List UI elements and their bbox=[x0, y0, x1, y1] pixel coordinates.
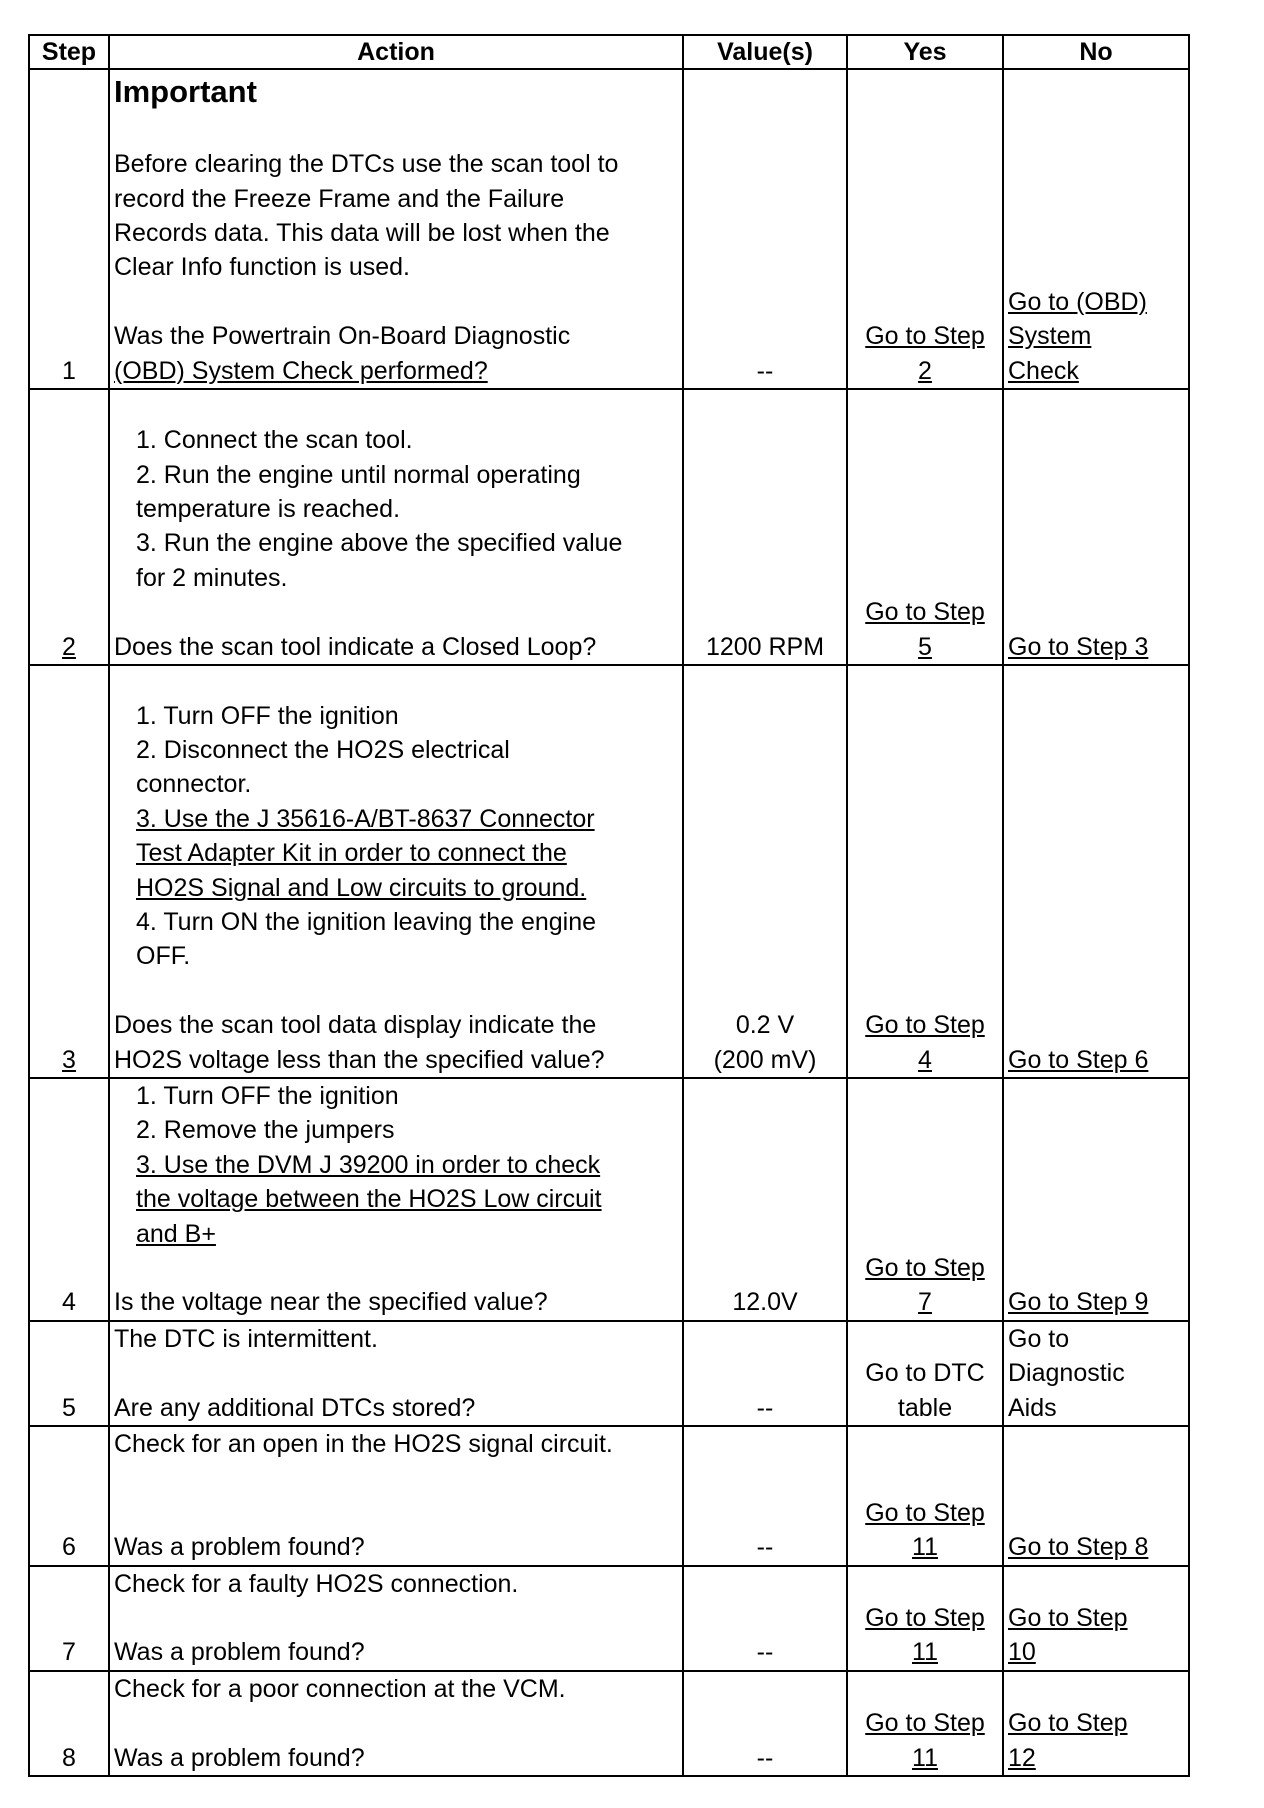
header-step: Step bbox=[29, 35, 109, 69]
action-cell bbox=[109, 389, 683, 665]
action-cell bbox=[109, 1426, 683, 1566]
yes-cell bbox=[847, 1426, 1003, 1566]
table-row bbox=[29, 389, 1189, 665]
no-link[interactable]: Check bbox=[1008, 356, 1079, 385]
value-cell: 1200 RPM bbox=[683, 389, 847, 665]
header-action: Action bbox=[109, 35, 683, 69]
action-item-link[interactable]: HO2S Signal and Low circuits to ground. bbox=[136, 873, 587, 902]
step-number: 8 bbox=[29, 1671, 109, 1776]
action-item-link[interactable]: Test Adapter Kit in order to connect the bbox=[136, 839, 567, 868]
yes-cell bbox=[847, 1566, 1003, 1671]
action-text: record the Freeze Frame and the Failure bbox=[114, 184, 565, 213]
yes-cell bbox=[847, 1321, 1003, 1426]
question-text: Was the Powertrain On-Board Diagnostic bbox=[114, 322, 571, 351]
step-number[interactable]: 3 bbox=[29, 665, 109, 1078]
yes-link[interactable]: Go to Step bbox=[865, 1604, 985, 1633]
action-item: for 2 minutes. bbox=[136, 563, 288, 592]
action-item: 1. Turn OFF the ignition bbox=[136, 701, 399, 730]
action-cell bbox=[109, 1671, 683, 1776]
value-cell: -- bbox=[683, 69, 847, 389]
action-item: 2. Disconnect the HO2S electrical bbox=[136, 735, 510, 764]
no-cell bbox=[1003, 1671, 1189, 1776]
yes-link[interactable]: Go to Step bbox=[865, 322, 985, 351]
action-text: Records data. This data will be lost when the bbox=[114, 218, 610, 247]
value-cell: -- bbox=[683, 1426, 847, 1566]
yes-cell bbox=[847, 389, 1003, 665]
action-text: Clear Info function is used. bbox=[114, 253, 410, 282]
action-item-link[interactable]: 3. Use the DVM J 39200 in order to check bbox=[136, 1150, 601, 1179]
no-cell bbox=[1003, 1078, 1189, 1321]
table-row bbox=[29, 1671, 1189, 1776]
step-number: 5 bbox=[29, 1321, 109, 1426]
yes-cell bbox=[847, 1671, 1003, 1776]
yes-link[interactable]: Go to Step bbox=[865, 598, 985, 627]
yes-link[interactable]: Go to Step bbox=[865, 1498, 985, 1527]
action-item: 1. Turn OFF the ignition bbox=[136, 1082, 399, 1110]
no-cell bbox=[1003, 1566, 1189, 1671]
no-cell bbox=[1003, 389, 1189, 665]
step-number: 6 bbox=[29, 1426, 109, 1566]
yes-link-step[interactable]: 2 bbox=[918, 356, 932, 385]
yes-link-step[interactable]: 11 bbox=[912, 1638, 938, 1667]
header-row bbox=[29, 35, 1189, 69]
value-cell: -- bbox=[683, 1566, 847, 1671]
action-cell bbox=[109, 69, 683, 389]
no-link[interactable]: Go to (OBD) bbox=[1008, 287, 1147, 316]
action-item: connector. bbox=[136, 770, 252, 799]
action-cell bbox=[109, 1321, 683, 1426]
value-text: (200 mV) bbox=[713, 1045, 817, 1074]
question-text: Is the voltage near the specified value? bbox=[114, 1288, 548, 1317]
step-number: 1 bbox=[29, 69, 109, 389]
yes-link-step[interactable]: 5 bbox=[918, 632, 932, 661]
action-text: Check for a poor connection at the VCM. bbox=[114, 1674, 566, 1703]
action-item: 2. Run the engine until normal operating bbox=[136, 460, 581, 489]
header-values: Value(s) bbox=[683, 35, 847, 69]
value-cell: -- bbox=[683, 1671, 847, 1776]
action-item: OFF. bbox=[136, 942, 191, 971]
yes-cell bbox=[847, 69, 1003, 389]
no-link[interactable]: Go to Step 6 bbox=[1008, 1045, 1149, 1074]
no-link[interactable]: System bbox=[1008, 322, 1092, 351]
yes-link-step[interactable]: 4 bbox=[918, 1045, 932, 1074]
question-text: Was a problem found? bbox=[114, 1533, 365, 1562]
table-row bbox=[29, 1078, 1189, 1321]
table-row bbox=[29, 1566, 1189, 1671]
no-text: Diagnostic bbox=[1008, 1359, 1125, 1388]
table-row bbox=[29, 665, 1189, 1078]
step-number: 7 bbox=[29, 1566, 109, 1671]
value-cell: -- bbox=[683, 1321, 847, 1426]
no-text: Go to bbox=[1008, 1324, 1070, 1353]
action-item: 4. Turn ON the ignition leaving the engine bbox=[136, 907, 597, 936]
yes-link-step[interactable]: 11 bbox=[912, 1533, 938, 1562]
yes-link[interactable]: Go to Step bbox=[865, 1709, 985, 1738]
action-item: 1. Connect the scan tool. bbox=[136, 426, 413, 455]
action-text: The DTC is intermittent. bbox=[114, 1324, 378, 1353]
no-link[interactable]: Go to Step bbox=[1008, 1604, 1128, 1633]
yes-cell bbox=[847, 1078, 1003, 1321]
no-text: Aids bbox=[1008, 1393, 1057, 1422]
action-item: 2. Remove the jumpers bbox=[136, 1116, 395, 1145]
yes-link-step[interactable]: 7 bbox=[918, 1288, 932, 1317]
question-text: (OBD) System Check performed? bbox=[114, 356, 488, 385]
diagnostic-table bbox=[28, 34, 1190, 1777]
action-cell bbox=[109, 1078, 683, 1321]
step-number: 4 bbox=[29, 1078, 109, 1321]
action-cell bbox=[109, 1566, 683, 1671]
action-item: 3. Run the engine above the specified value bbox=[136, 529, 623, 558]
table-row bbox=[29, 1426, 1189, 1566]
no-link-step[interactable]: 10 bbox=[1008, 1638, 1036, 1667]
no-cell bbox=[1003, 665, 1189, 1078]
important-label: Important bbox=[114, 73, 257, 109]
question-text: Was a problem found? bbox=[114, 1743, 365, 1772]
question-text: Does the scan tool indicate a Closed Loop? bbox=[114, 632, 597, 661]
yes-link[interactable]: Go to Step bbox=[865, 1254, 985, 1283]
no-cell bbox=[1003, 69, 1189, 389]
yes-cell bbox=[847, 665, 1003, 1078]
action-text: Check for a faulty HO2S connection. bbox=[114, 1569, 519, 1598]
table-row bbox=[29, 69, 1189, 389]
yes-link[interactable]: Go to Step bbox=[865, 1011, 985, 1040]
yes-text: Go to DTC bbox=[865, 1359, 985, 1388]
action-item-link[interactable]: 3. Use the J 35616-A/BT-8637 Connector bbox=[136, 804, 595, 833]
action-item-link[interactable]: the voltage between the HO2S Low circuit bbox=[136, 1185, 602, 1214]
header-no: No bbox=[1003, 35, 1189, 69]
step-number[interactable]: 2 bbox=[29, 389, 109, 665]
header-yes: Yes bbox=[847, 35, 1003, 69]
value-text: 0.2 V bbox=[735, 1011, 795, 1040]
question-text: Does the scan tool data display indicate the bbox=[114, 1011, 597, 1040]
yes-text: table bbox=[897, 1393, 953, 1422]
question-text: HO2S voltage less than the specified value? bbox=[114, 1045, 605, 1074]
table-row bbox=[29, 1321, 1189, 1426]
action-item: temperature is reached. bbox=[136, 494, 401, 523]
question-text: Are any additional DTCs stored? bbox=[114, 1393, 476, 1422]
no-cell bbox=[1003, 1321, 1189, 1426]
no-cell bbox=[1003, 1426, 1189, 1566]
action-text: Check for an open in the HO2S signal circuit. bbox=[114, 1430, 613, 1459]
no-link[interactable]: Go to Step 8 bbox=[1008, 1533, 1149, 1562]
value-cell bbox=[683, 665, 847, 1078]
no-link-step[interactable]: 12 bbox=[1008, 1743, 1036, 1772]
action-text: Before clearing the DTCs use the scan tool to bbox=[114, 150, 619, 179]
yes-link-step[interactable]: 11 bbox=[912, 1743, 938, 1772]
action-cell bbox=[109, 665, 683, 1078]
no-link[interactable]: Go to Step bbox=[1008, 1709, 1128, 1738]
action-item-link[interactable]: and B+ bbox=[136, 1219, 216, 1248]
question-text: Was a problem found? bbox=[114, 1638, 365, 1667]
no-link[interactable]: Go to Step 9 bbox=[1008, 1288, 1149, 1317]
no-link[interactable]: Go to Step 3 bbox=[1008, 632, 1149, 661]
value-cell: 12.0V bbox=[683, 1078, 847, 1321]
